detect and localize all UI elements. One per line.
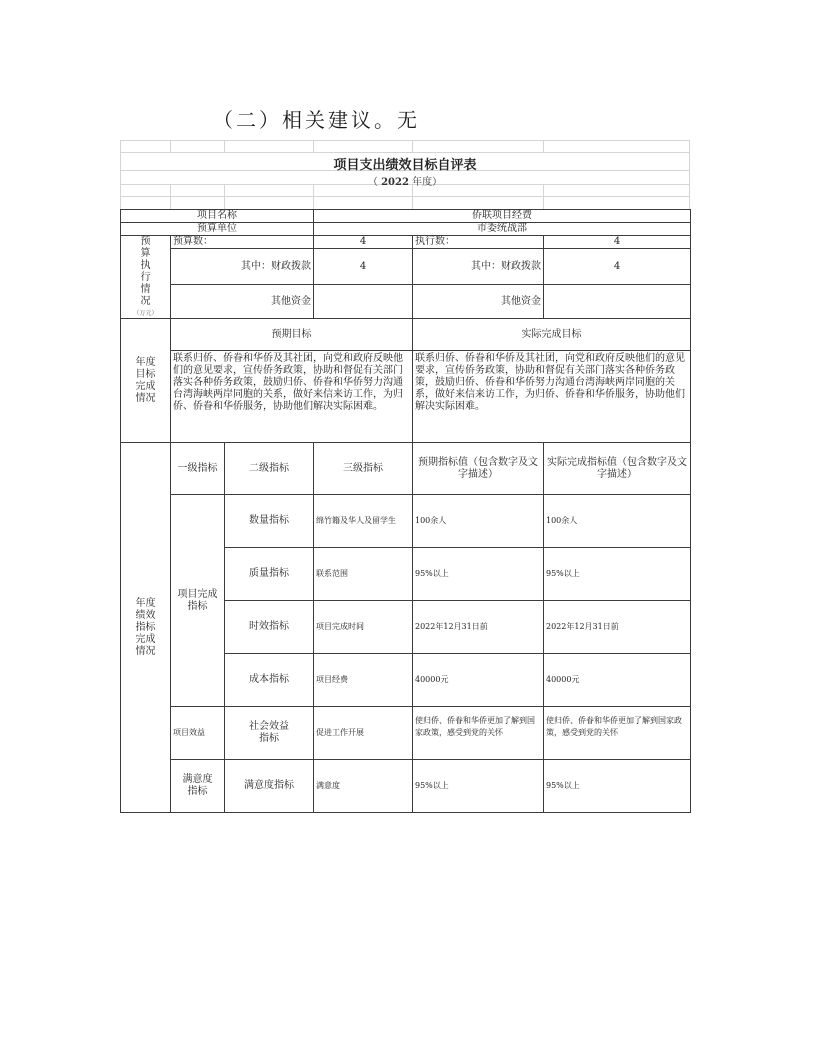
actual-value-cell: 95%以上 bbox=[544, 760, 691, 813]
expected-value-header: 预期指标值（包含数字及文字描述） bbox=[413, 443, 544, 495]
satisfaction-group-label: 满意度指标 bbox=[171, 760, 225, 813]
level3-cell: 满意度 bbox=[314, 760, 413, 813]
budget-unit-row bbox=[121, 223, 691, 236]
budget-label: 预算数： bbox=[171, 236, 314, 249]
year-value: 2022 bbox=[381, 177, 409, 188]
expected-value-cell: 100余人 bbox=[413, 495, 544, 548]
table-row bbox=[121, 495, 691, 548]
fiscal-label: 其中：财政拨款 bbox=[171, 249, 314, 285]
budget-unit-value: 市委统战部 bbox=[314, 223, 691, 236]
output-group-label: 项目完成指标 bbox=[171, 495, 225, 707]
indicators-section-label: 年度绩效指标完成情况 bbox=[121, 443, 171, 813]
level2-cell: 时效指标 bbox=[225, 601, 314, 654]
exec-value: 4 bbox=[544, 236, 691, 249]
expected-value-cell: 95%以上 bbox=[413, 760, 544, 813]
level2-cell: 质量指标 bbox=[225, 548, 314, 601]
level3-header: 三级指标 bbox=[314, 443, 413, 495]
level3-cell: 促进工作开展 bbox=[314, 707, 413, 760]
actual-value-cell: 使归侨、侨眷和华侨更加了解到国家政策，感受到党的关怀 bbox=[544, 707, 691, 760]
expected-value-cell: 95%以上 bbox=[413, 548, 544, 601]
table-row bbox=[121, 760, 691, 813]
other-funds-exec-label: 其他资金 bbox=[413, 285, 544, 319]
level3-cell: 项目经费 bbox=[314, 654, 413, 707]
expected-value-cell: 40000元 bbox=[413, 654, 544, 707]
other-funds-label: 其他资金 bbox=[171, 285, 314, 319]
effect-group-label: 项目效益 bbox=[171, 707, 225, 760]
budget-value: 4 bbox=[314, 236, 413, 249]
level3-cell: 绵竹籍及华人及留学生 bbox=[314, 495, 413, 548]
level3-cell: 联系范围 bbox=[314, 548, 413, 601]
actual-value-cell: 95%以上 bbox=[544, 548, 691, 601]
level2-header: 二级指标 bbox=[225, 443, 314, 495]
form-year: （ 2022 年度） bbox=[367, 177, 443, 188]
level2-cell: 社会效益指标 bbox=[225, 707, 314, 760]
actual-value-header: 实际完成指标值（包含数字及文字描述） bbox=[544, 443, 691, 495]
other-funds-budget bbox=[314, 285, 413, 319]
project-name-row bbox=[121, 210, 691, 223]
expected-goal-header: 预期目标 bbox=[171, 319, 413, 351]
indicators-header-row bbox=[121, 443, 691, 495]
actual-value-cell: 100余人 bbox=[544, 495, 691, 548]
actual-goal-header: 实际完成目标 bbox=[413, 319, 691, 351]
level3-cell: 项目完成时间 bbox=[314, 601, 413, 654]
budget-unit-label: 预算单位 bbox=[121, 223, 314, 236]
fiscal-row bbox=[121, 249, 691, 285]
budget-section-label: 预算执行情况 （万元） bbox=[121, 236, 171, 319]
level2-cell: 满意度指标 bbox=[225, 760, 314, 813]
expected-value-cell: 使归侨、侨眷和华侨更加了解到国家政策，感受到党的关怀 bbox=[413, 707, 544, 760]
other-funds-exec bbox=[544, 285, 691, 319]
budget-row bbox=[121, 236, 691, 249]
table-row bbox=[121, 707, 691, 760]
actual-value-cell: 40000元 bbox=[544, 654, 691, 707]
fiscal-exec: 4 bbox=[544, 249, 691, 285]
form-title: 项目支出绩效目标自评表 bbox=[333, 158, 477, 173]
level2-cell: 数量指标 bbox=[225, 495, 314, 548]
goals-header-row bbox=[121, 319, 691, 351]
evaluation-table bbox=[120, 209, 691, 813]
level1-header: 一级指标 bbox=[171, 443, 225, 495]
expected-goal-text: 联系归侨、侨眷和华侨及其社团，向党和政府反映他们的意见要求，宣传侨务政策，协助和督促有关部门落实各种侨务政策，鼓励归侨、侨眷和华侨努力沟通台湾海峡两岸同胞的关系，做好来信来访工作，为归侨、侨眷和华侨服务，协助他们解决实际困难。 bbox=[171, 351, 413, 443]
exec-label: 执行数： bbox=[413, 236, 544, 249]
level2-cell: 成本指标 bbox=[225, 654, 314, 707]
section-heading: （二）相关建议。无 bbox=[213, 108, 420, 132]
project-name-value: 侨联项目经费 bbox=[314, 210, 691, 223]
goals-text-row bbox=[121, 351, 691, 443]
expected-value-cell: 2022年12月31日前 bbox=[413, 601, 544, 654]
fiscal-budget: 4 bbox=[314, 249, 413, 285]
goals-section-label: 年度目标完成情况 bbox=[121, 319, 171, 443]
other-funds-row bbox=[121, 285, 691, 319]
fiscal-exec-label: 其中：财政拨款 bbox=[413, 249, 544, 285]
actual-value-cell: 2022年12月31日前 bbox=[544, 601, 691, 654]
project-name-label: 项目名称 bbox=[121, 210, 314, 223]
actual-goal-text: 联系归侨、侨眷和华侨及其社团，向党和政府反映他们的意见要求，宣传侨务政策，协助和督促有关部门落实各种侨务政策，鼓励归侨、侨眷和华侨努力沟通台湾海峡两岸同胞的关系，做好来信来访工作，为归侨、侨眷和华侨服务，协助他们解决实际困难。 bbox=[413, 351, 691, 443]
